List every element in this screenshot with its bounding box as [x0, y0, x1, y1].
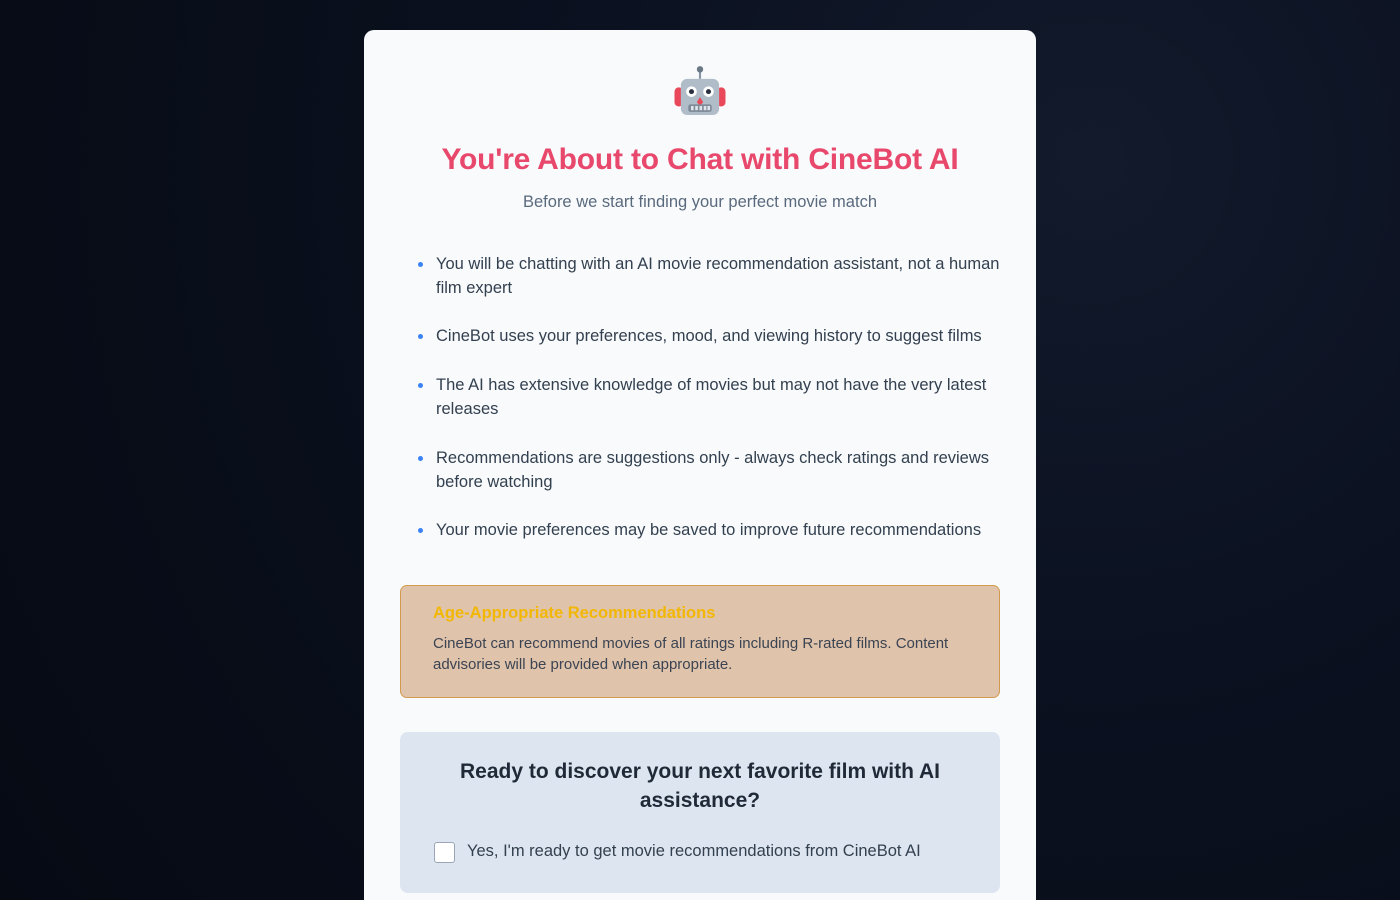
consent-label: Yes, I'm ready to get movie recommendations from CineBot AI: [467, 842, 921, 861]
list-item: CineBot uses your preferences, mood, and viewing history to suggest films: [418, 324, 1000, 348]
age-notice-box: [400, 585, 1000, 699]
cta-panel: [400, 732, 1000, 893]
page-title: You're About to Chat with CineBot AI: [441, 143, 959, 176]
list-item: You will be chatting with an AI movie recommendation assistant, not a human film expert: [418, 252, 1000, 301]
consent-checkbox[interactable]: [434, 842, 455, 863]
disclosure-list: [400, 252, 1000, 543]
robot-icon: [666, 64, 734, 132]
consent-card: [364, 30, 1036, 900]
age-notice-title: Age-Appropriate Recommendations: [433, 603, 716, 622]
list-item: The AI has extensive knowledge of movies but may not have the very latest releases: [418, 373, 1000, 422]
list-item: Recommendations are suggestions only - always check ratings and reviews before watching: [418, 446, 1000, 495]
page-subtitle: Before we start finding your perfect movie match: [523, 192, 877, 211]
consent-row[interactable]: [430, 841, 970, 863]
cta-title: Ready to discover your next favorite film with AI assistance?: [460, 760, 940, 812]
age-notice-body: CineBot can recommend movies of all ratings including R-rated films. Content advisories will be provided when appropriate.: [433, 634, 949, 674]
list-item: Your movie preferences may be saved to improve future recommendations: [418, 518, 1000, 542]
